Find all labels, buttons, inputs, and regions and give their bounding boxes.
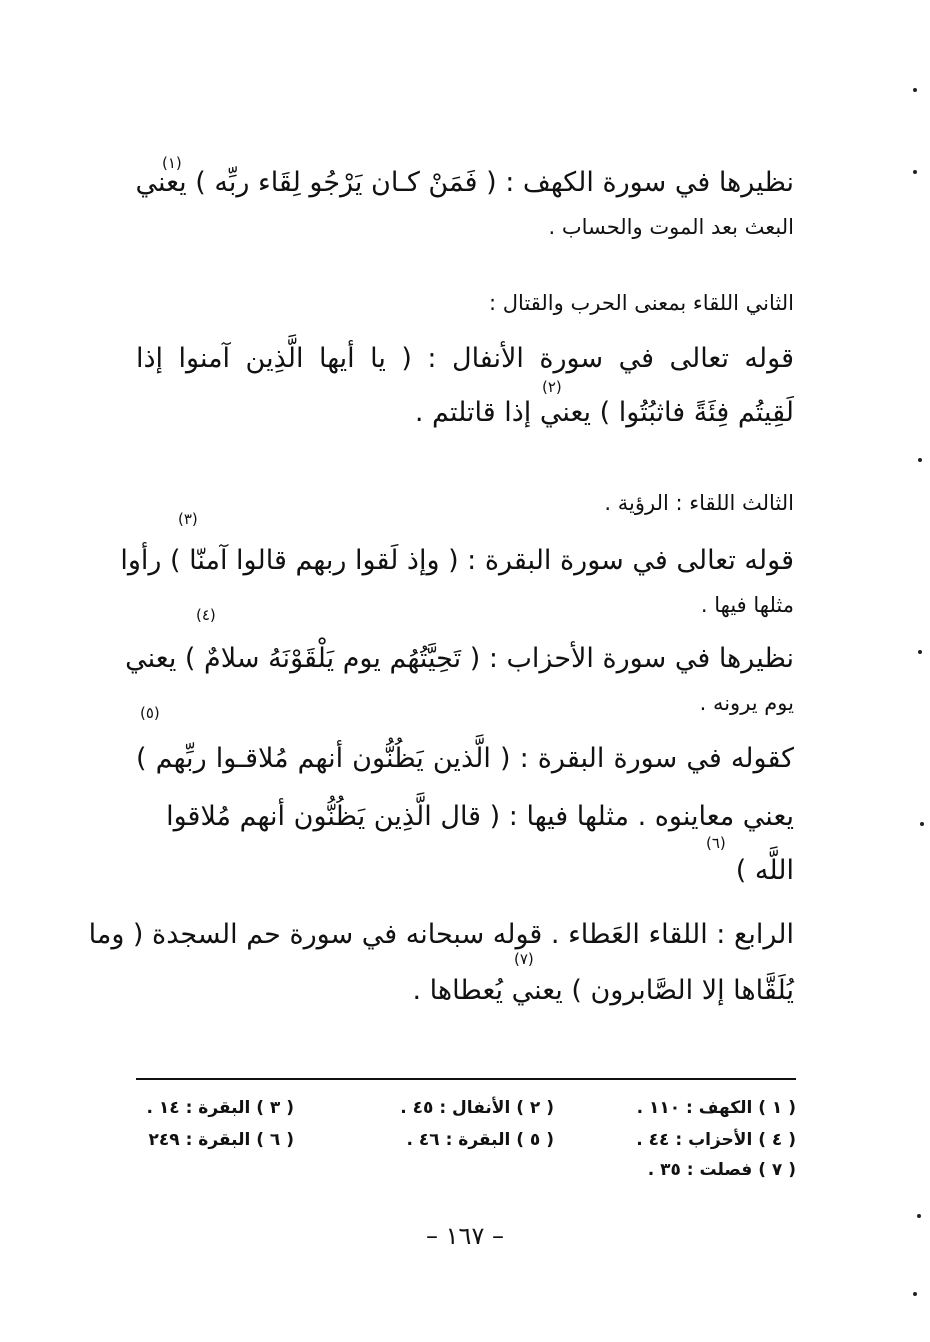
text-line-10: يوم يرونه . — [699, 691, 794, 715]
footnote-ref-1: (١) — [162, 154, 182, 172]
footnote-ref-3: (٣) — [178, 510, 198, 528]
text-line-14: الرابع : اللقاء العَطاء . قوله سبحانه في سورة حم السجدة ( وما — [88, 919, 794, 950]
footnote-5: ( ٥ ) البقرة : ٤٦ . — [406, 1130, 554, 1150]
footnote-ref-2: (٢) — [542, 378, 562, 396]
footnote-6: ( ٦ ) البقرة : ٢٤٩ — [148, 1130, 294, 1150]
text-line-12: يعني معاينوه . مثلها فيها : ( قال الَّذِين يَظُنُّون أنهم مُلاقوا — [166, 801, 794, 832]
text-line-7: قوله تعالى في سورة البقرة : ( وإذ لَقوا ربهم قالوا آمنّا ) رأوا — [120, 545, 794, 576]
footnote-1: ( ١ ) الكهف : ١١٠ . — [636, 1098, 796, 1118]
footnote-3: ( ٣ ) البقرة : ١٤ . — [146, 1098, 294, 1118]
scan-speck — [918, 650, 922, 654]
footnote-separator — [136, 1078, 796, 1080]
footnote-ref-6: (٦) — [706, 834, 726, 852]
text-line-15: يُلَقَّاها إلا الصَّابرون ) يعني يُعطاها . — [412, 975, 794, 1006]
text-line-11: كقوله في سورة البقرة : ( الَّذين يَظُنُّون أنهم مُلاقـوا ربِّهم ) — [136, 743, 794, 774]
section-heading-third: الثالث اللقاء : الرؤية . — [604, 491, 794, 515]
scan-speck — [918, 458, 922, 462]
footnote-ref-5: (٥) — [140, 704, 160, 722]
scan-speck — [913, 88, 917, 92]
section-heading-second: الثاني اللقاء بمعنى الحرب والقتال : — [489, 291, 794, 315]
footnote-ref-4: (٤) — [196, 606, 216, 624]
footnote-7: ( ٧ ) فصلت : ٣٥ . — [647, 1160, 796, 1180]
scan-speck — [913, 170, 917, 174]
text-line-4: قوله تعالى في سورة الأنفال : ( يا أيها الَّذِين آمنوا إذا — [136, 343, 794, 374]
page-number: – ١٦٧ – — [426, 1222, 504, 1250]
footnote-ref-7: (٧) — [514, 950, 534, 968]
text-line-9: نظيرها في سورة الأحزاب : ( تَحِيَّتُهُم يوم يَلْقَوْنَهُ سلامٌ ) يعني — [125, 643, 794, 674]
footnote-2: ( ٢ ) الأنفال : ٤٥ . — [400, 1098, 554, 1118]
text-line-2: البعث بعد الموت والحساب . — [548, 215, 794, 239]
scan-speck — [913, 1292, 917, 1296]
text-line-1: نظيرها في سورة الكهف : ( فَمَنْ كـان يَرْجُو لِقَاء ربِّه ) يعني — [135, 167, 794, 198]
text-line-5: لَقِيتُم فِئَةً فاثبُتُوا ) يعني إذا قاتلتم . — [414, 397, 794, 428]
footnote-4: ( ٤ ) الأحزاب : ٤٤ . — [636, 1130, 796, 1150]
scan-speck — [920, 822, 924, 826]
scan-speck — [917, 1214, 921, 1218]
text-line-8: مثلها فيها . — [700, 593, 794, 617]
text-line-13: اللَّه ) — [735, 855, 794, 886]
